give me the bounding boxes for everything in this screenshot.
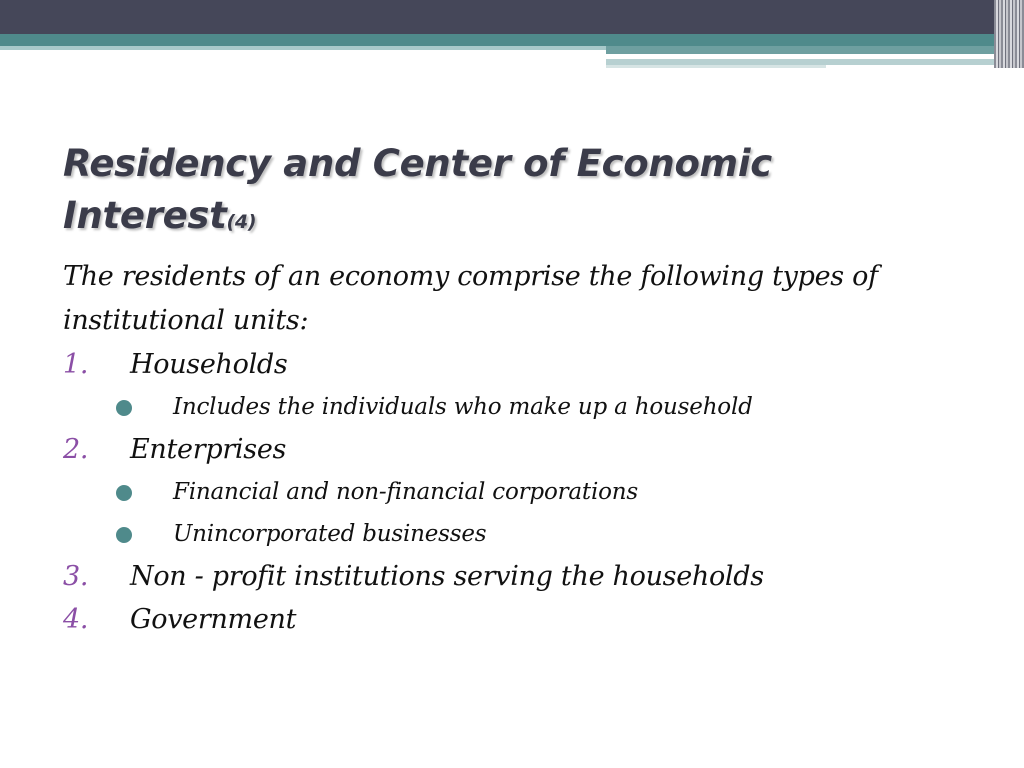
bullet-dot-icon <box>116 485 132 501</box>
header-accent-line <box>0 46 606 50</box>
header-bar <box>0 0 1024 34</box>
list-number: 2. <box>63 434 89 465</box>
header-accent-tab <box>606 46 996 54</box>
list-number: 3. <box>63 561 89 592</box>
list-item-government <box>63 598 963 641</box>
sub-item <box>63 386 963 428</box>
header-stripes <box>994 0 1024 68</box>
header-accent-tab-thin <box>606 65 826 68</box>
list-label: Enterprises <box>130 434 287 465</box>
sub-item <box>63 471 963 513</box>
slide-title-text: Residency and Center of Economic Interest <box>63 142 772 237</box>
sub-item-label: Unincorporated businesses <box>173 521 487 547</box>
sub-item <box>63 513 963 555</box>
slide-title <box>63 138 943 248</box>
bullet-dot-icon <box>116 400 132 416</box>
sub-item-label: Financial and non-financial corporations <box>173 479 638 505</box>
slide-body <box>63 255 963 641</box>
list-item-households <box>63 343 963 386</box>
list-label: Households <box>130 349 288 380</box>
sub-item-label: Includes the individuals who make up a household <box>173 394 753 420</box>
list-item-non-profit <box>63 555 963 598</box>
header-accent-band <box>0 34 1024 46</box>
list-number: 1. <box>63 349 89 380</box>
list-number: 4. <box>63 604 89 635</box>
list-item-enterprises <box>63 428 963 471</box>
slide-title-suffix: (4) <box>226 211 257 233</box>
list-label: Non - profit institutions serving the households <box>130 561 764 592</box>
intro-text: The residents of an economy comprise the following types of institutional units: <box>63 261 878 336</box>
bullet-dot-icon <box>116 527 132 543</box>
list-label: Government <box>130 604 297 635</box>
